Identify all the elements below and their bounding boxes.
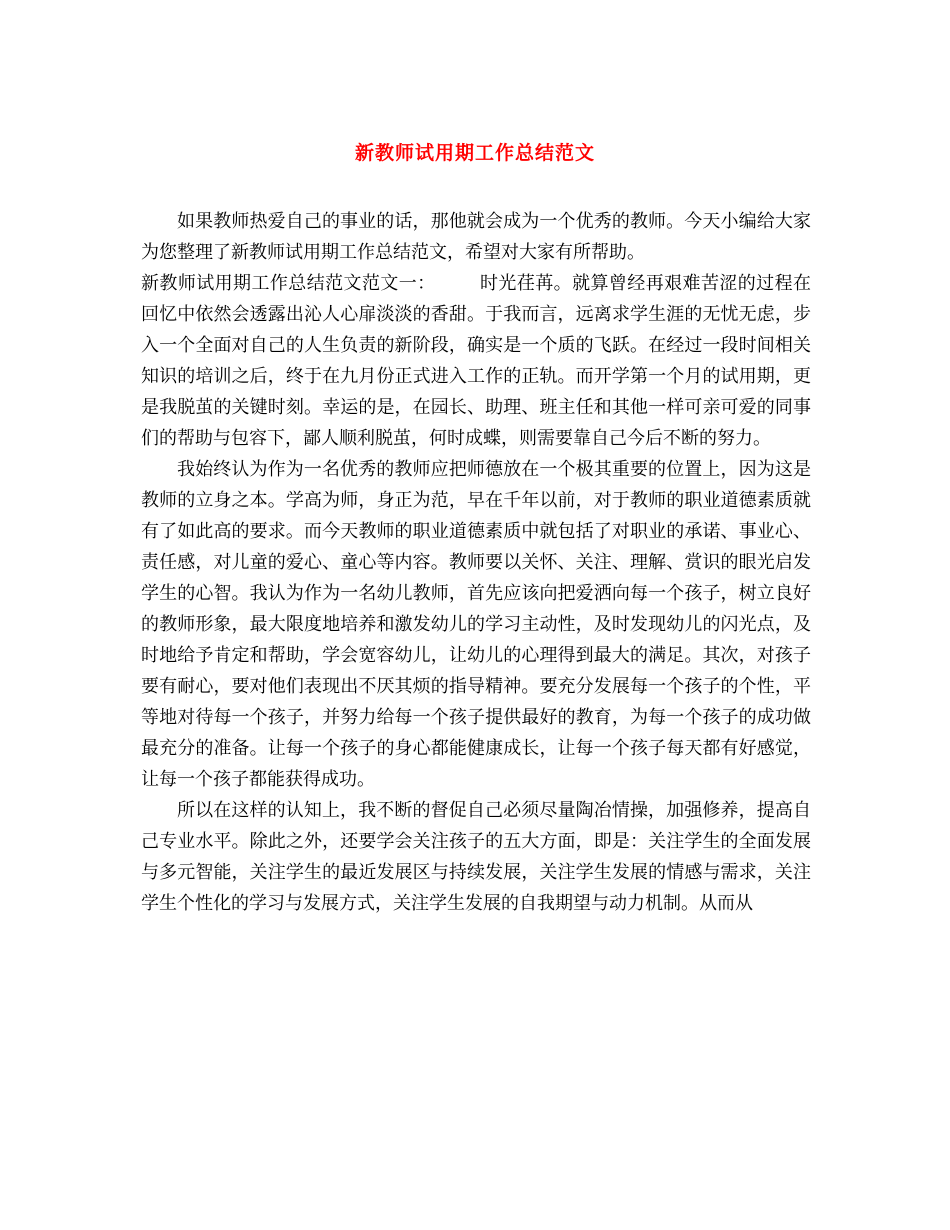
intro-paragraph: 如果教师热爱自己的事业的话，那他就会成为一个优秀的教师。今天小编给大家为您整理了新教师试用期工作总结范文，希望对大家有所帮助。	[141, 211, 811, 263]
sample-heading: 新教师试用期工作总结范文范文一：	[141, 273, 436, 294]
body-paragraph-2: 我始终认为作为一名优秀的教师应把师德放在一个极其重要的位置上，因为这是教师的立身之本。学高为师，身正为范，早在千年以前，对于教师的职业道德素质就有了如此高的要求。而今天教师的职业道德素质中就包括了对职业的承诺、事业心、责任感，对儿童的爱心、童心等内容。教师要以关怀、关注、理解、赏识的眼光启发学生的心智。我认为作为一名幼儿教师，首先应该向把爱洒向每一个孩子，树立良好的教师形象，最大限度地培养和激发幼儿的学习主动性，及时发现幼儿的闪光点，及时地给予肯定和帮助，学会宽容幼儿，让幼儿的心理得到最大的满足。其次，对孩子要有耐心，要对他们表现出不厌其烦的指导精神。要充分发展每一个孩子的个性，平等地对待每一个孩子，并努力给每一个孩子提供最好的教育，为每一个孩子的成功做最充分的准备。让每一个孩子的身心都能健康成长，让每一个孩子每天都有好感觉，让每一个孩子都能获得成功。	[141, 459, 811, 790]
document-title: 新教师试用期工作总结范文	[354, 142, 595, 164]
body-paragraph-3: 所以在这样的认知上，我不断的督促自己必须尽量陶冶情操，加强修养，提高自己专业水平。除此之外，还要学会关注孩子的五大方面，即是：关注学生的全面发展与多元智能，关注学生的最近发展区与持续发展，关注学生发展的情感与需求，关注学生个性化的学习与发展方式，关注学生发展的自我期望与动力机制。从而从	[141, 800, 811, 914]
sample-paragraph	[141, 268, 811, 454]
sample-first-text: 时光荏苒。就算曾经再艰难苦涩的过程在回忆中依然会透露出沁人心扉淡淡的香甜。于我而言，远离求学生涯的无忧无虑，步入一个全面对自己的人生负责的新阶段，确实是一个质的飞跃。在经过一段时间相关知识的培训之后，终于在九月份正式进入工作的正轨。而开学第一个月的试用期，更是我脱茧的关键时刻。幸运的是，在园长、助理、班主任和其他一样可亲可爱的同事们的帮助与包容下，鄙人顺利脱茧，何时成蝶，则需要靠自己今后不断的努力。	[141, 273, 812, 449]
document-body	[141, 206, 811, 919]
